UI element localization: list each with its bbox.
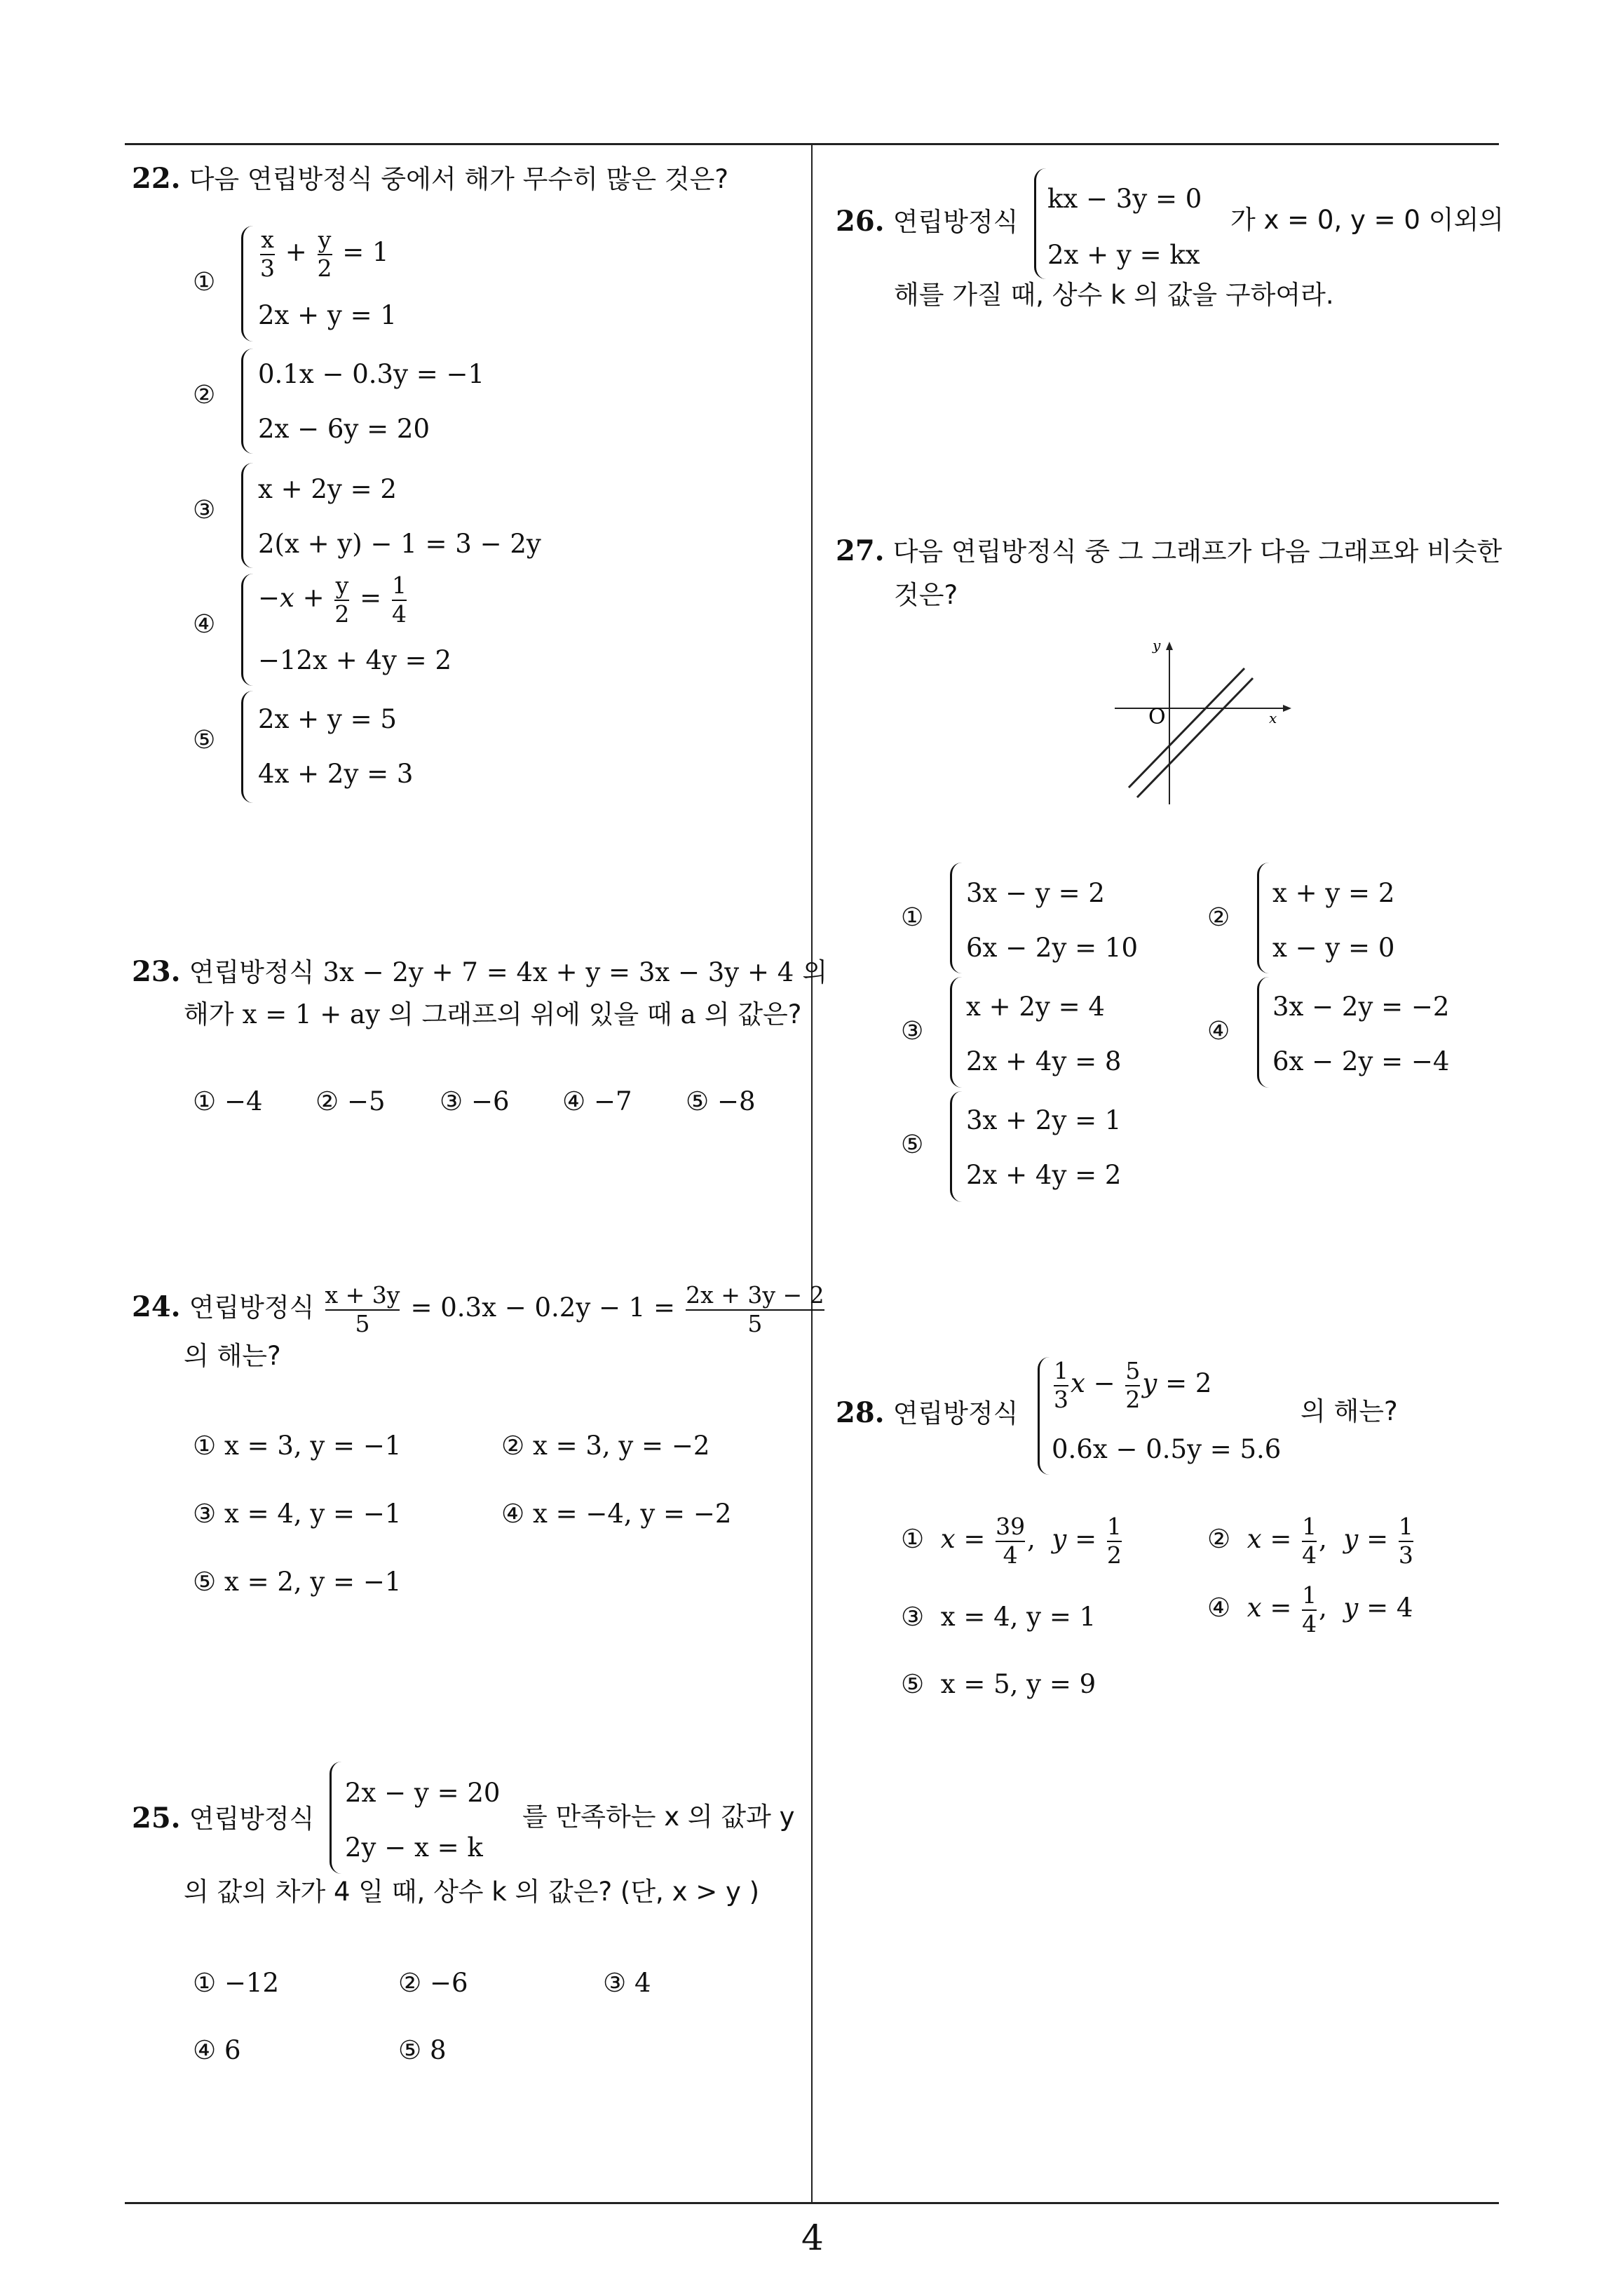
q27-option5-eq2: 2x + 4y = 2 [966,1160,1122,1190]
q22-text: 다음 연립방정식 중에서 해가 무수히 많은 것은? [189,164,728,194]
q26-line2: 해를 가질 때, 상수 k 의 값을 구하여라. [894,280,1334,310]
q23-line2a: 해가 [184,999,234,1029]
q25-prefix: 연립방정식 [189,1804,315,1834]
q27-option2-eq2: x − y = 0 [1272,933,1395,963]
q27-text1: 다음 연립방정식 중 그 그래프가 다음 그래프와 비슷한 [892,536,1502,567]
q22-option1-label[interactable]: ① [193,268,216,297]
q25-suffix: 를 만족하는 x 의 값과 y [522,1802,795,1832]
q27-text2: 것은? [894,580,958,610]
q27-graph-y-arrow [1166,642,1173,650]
q22-option1-eq1: $\frac{x}{3}$ + $\frac{y}{2}$ = 1 [260,226,389,282]
q27-option4-brace [1257,977,1269,1088]
q22-number: 22. [132,162,181,195]
q25-eq1: 2x − y = 20 [345,1778,501,1808]
q22-option5-eq2: 4x + 2y = 3 [258,759,414,789]
q23-prefix: 연립방정식 [189,957,315,987]
q28-number: 28. [836,1396,885,1429]
q27-graph-x-arrow [1283,705,1291,712]
q27-option5-label[interactable]: ⑤ [901,1130,924,1159]
q27-option2-eq1: x + y = 2 [1272,878,1395,908]
q24-number: 24. [132,1290,181,1324]
q22-option5-eq1: 2x + y = 5 [258,704,397,734]
q22-option4-brace [241,574,253,686]
q27-option4-eq1: 3x − 2y = −2 [1272,992,1450,1022]
q27-option2-label[interactable]: ② [1207,903,1230,932]
q23-choice2[interactable]: ② −5 [315,1086,386,1116]
q25-brace [330,1762,341,1874]
q26-prefix: 연립방정식 [892,207,1019,237]
q22-option2-eq1: 0.1x − 0.3y = −1 [258,359,485,389]
q22-option1-brace [241,226,253,342]
q23-choice3[interactable]: ③ −6 [440,1086,510,1116]
q24-line2: 의 해는? [184,1341,281,1371]
q25-choice4[interactable]: ④ 6 [193,2035,241,2065]
q26-suffix: 가 x = 0, y = 0 이외의 [1230,205,1504,235]
q22-option3-brace [241,463,253,568]
q23-choice1[interactable]: ① −4 [193,1086,263,1116]
q26-eq1: kx − 3y = 0 [1047,184,1202,214]
q27-number: 27. [836,534,885,567]
q26-eq2: 2x + y = kx [1047,240,1200,270]
q27-option1-eq1: 3x − y = 2 [966,878,1105,908]
q26-number: 26. [836,205,885,238]
q24-fraction-2: $\frac{2x + 3y - 2}{5}$ [686,1281,824,1337]
q27-option5-eq1: 3x + 2y = 1 [966,1105,1122,1135]
q22-option2-label[interactable]: ② [193,381,216,410]
q27-graph-origin-label: O [1148,705,1166,729]
q24-middle: = 0.3x − 0.2y − 1 = [410,1292,676,1323]
q24-choice4[interactable]: ④ x = −4, y = −2 [501,1499,732,1529]
q27-graph-line-2 [1137,678,1253,797]
q28-brace [1038,1357,1050,1475]
q27-graph-x-label: x [1269,710,1277,727]
q27-option5-brace [950,1091,962,1202]
q23-line2b: 의 그래프의 위에 있을 때 [388,999,672,1029]
q22-option4-label[interactable]: ④ [193,610,216,639]
q22-option4-eq1: −x + $\frac{y}{2}$ = $\frac{1}{4}$ [258,572,407,628]
q25-choice1[interactable]: ① −12 [193,1968,280,1998]
q27-option3-brace [950,977,962,1088]
q27-option3-eq1: x + 2y = 4 [966,992,1105,1022]
q24-choice1[interactable]: ① x = 3, y = −1 [193,1431,402,1461]
q25-number: 25. [132,1802,181,1835]
q28-choice4[interactable]: ④ x = $\frac{1}{4}$ , y = 4 [1207,1581,1413,1637]
q24-prefix: 연립방정식 [189,1292,315,1323]
q23-number: 23. [132,955,181,988]
q28-prefix: 연립방정식 [892,1398,1019,1429]
q22-option4-eq2: −12x + 4y = 2 [258,645,451,675]
q25-choice2[interactable]: ② −6 [398,1968,468,1998]
q22-option3-eq2: 2(x + y) − 1 = 3 − 2y [258,529,541,559]
q24-fraction-1: $\frac{x + 3y}{5}$ [325,1281,400,1337]
q27-option1-label[interactable]: ① [901,903,924,932]
q27-option1-brace [950,863,962,973]
page-number: 4 [801,2217,824,2258]
q22-option3-eq1: x + 2y = 2 [258,474,397,504]
q25-eq2: 2y − x = k [345,1832,483,1863]
q23-suffix: 의 [802,957,828,987]
q25-choice5[interactable]: ⑤ 8 [398,2035,447,2065]
q28-eq1: $\frac{1}{3}$ x − $\frac{5}{2}$ y = 2 [1054,1357,1212,1413]
q27-option4-eq2: 6x − 2y = −4 [1272,1046,1450,1076]
q27-graph-y-label: y [1153,637,1161,654]
q24-choice3[interactable]: ③ x = 4, y = −1 [193,1499,402,1529]
q22-option2-eq2: 2x − 6y = 20 [258,414,430,444]
q24-choice5[interactable]: ⑤ x = 2, y = −1 [193,1567,402,1597]
q27-option1-eq2: 6x − 2y = 10 [966,933,1138,963]
q28-suffix: 의 해는? [1301,1396,1398,1426]
q23-line2-equation: x = 1 + ay [242,999,380,1029]
q27-option3-eq2: 2x + 4y = 8 [966,1046,1122,1076]
q22-option3-label[interactable]: ③ [193,496,216,525]
q25-line2: 의 값의 차가 4 일 때, 상수 k 의 값은? (단, x > y ) [184,1877,760,1907]
column-divider [811,144,813,2203]
q22-option2-brace [241,349,253,454]
q25-choice3[interactable]: ③ 4 [603,1968,651,1998]
q23-line2-var: a [680,999,696,1029]
q28-choice2[interactable]: ② x = $\frac{1}{4}$ , y = $\frac{1}{3}$ [1207,1513,1413,1569]
bottom-rule [125,2202,1499,2204]
q24-choice2[interactable]: ② x = 3, y = −2 [501,1431,710,1461]
q23-line2c: 의 값은? [704,999,802,1029]
q27-option2-brace [1257,863,1269,973]
q27-option3-label[interactable]: ③ [901,1017,924,1046]
q27-graph [1108,635,1297,813]
q22-option1-eq2: 2x + y = 1 [258,300,397,330]
q23-equation: 3x − 2y + 7 = 4x + y = 3x − 3y + 4 [322,957,794,987]
q22-option5-brace [241,691,253,803]
q26-brace [1034,168,1046,279]
q22-option5-label[interactable]: ⑤ [193,726,216,755]
q28-choice3[interactable]: ③ x = 4, y = 1 [901,1602,1096,1632]
q23-choice5[interactable]: ⑤ −8 [686,1086,756,1116]
q28-eq2: 0.6x − 0.5y = 5.6 [1052,1434,1282,1464]
q27-option4-label[interactable]: ④ [1207,1017,1230,1046]
q23-choice4[interactable]: ④ −7 [562,1086,632,1116]
q28-choice1[interactable]: ① x = $\frac{39}{4}$ , y = $\frac{1}{2}$ [901,1513,1122,1569]
q27-graph-line-1 [1129,668,1244,788]
q28-choice5[interactable]: ⑤ x = 5, y = 9 [901,1669,1096,1699]
